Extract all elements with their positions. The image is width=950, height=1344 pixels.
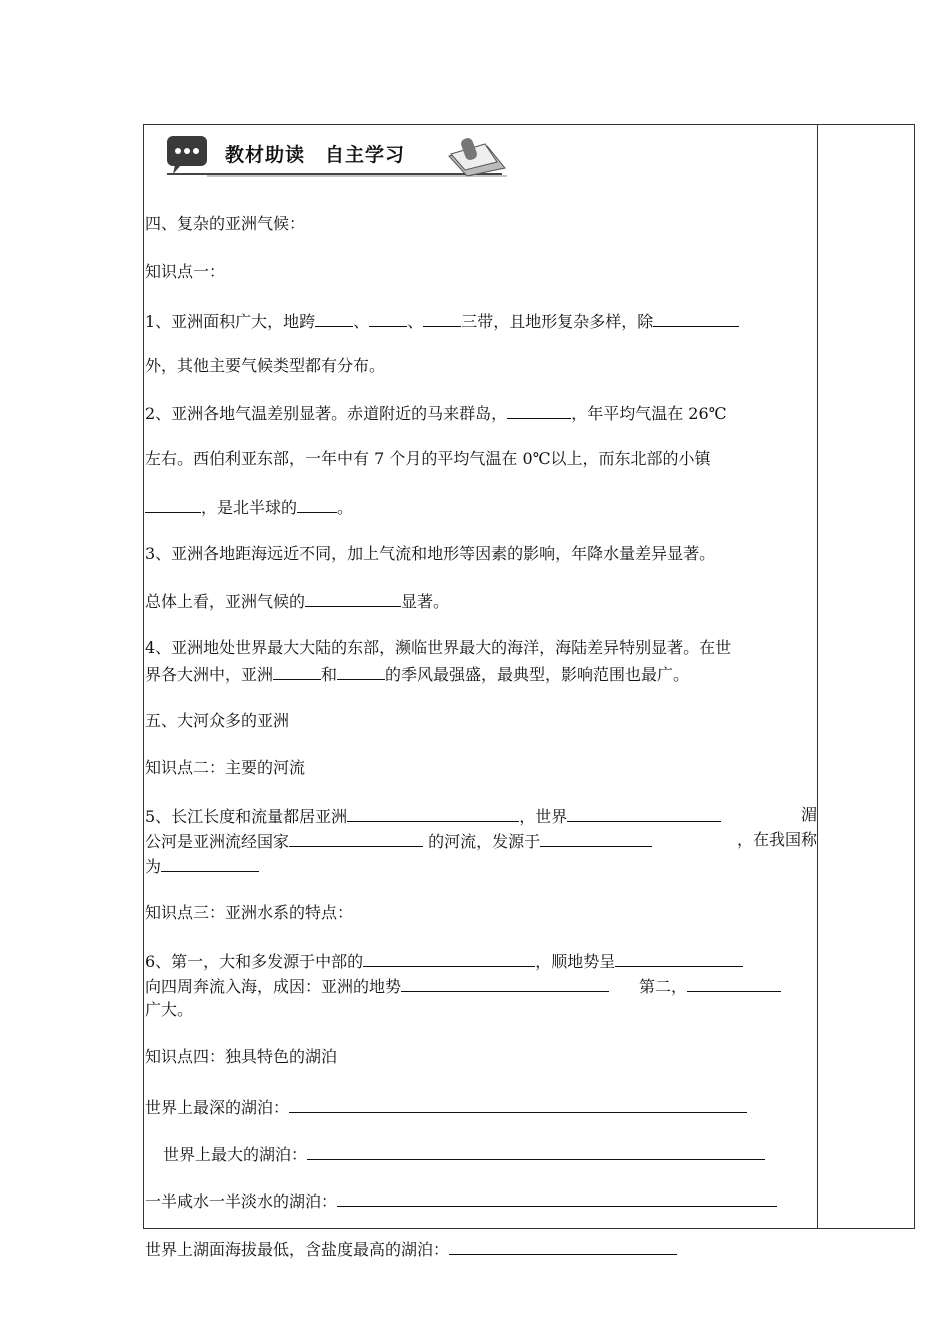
blank[interactable] bbox=[363, 948, 535, 967]
lake-question-2: 世界上最大的湖泊： bbox=[163, 1141, 765, 1167]
knowledge-point-3: 知识点三：亚洲水系的特点： bbox=[145, 903, 354, 922]
question-4-line-2: 界各大洲中，亚洲 和 的季风最强盛，最典型，影响范围也最广。 bbox=[145, 661, 689, 687]
column-divider bbox=[817, 124, 818, 1229]
section-4-title: 四、复杂的亚洲气候： bbox=[145, 214, 306, 233]
banner-title: 教材助读 自主学习 bbox=[225, 144, 406, 166]
knowledge-point-4: 知识点四：独具特色的湖泊 bbox=[145, 1047, 338, 1066]
question-2-line-3: ，是北半球的 。 bbox=[145, 494, 353, 520]
question-4-line-1: 4、亚洲地处世界最大大陆的东部，濒临世界最大的海洋，海陆差异特别显著。在世 bbox=[145, 638, 732, 657]
blank[interactable] bbox=[540, 828, 652, 847]
blank[interactable] bbox=[307, 1141, 765, 1160]
blank[interactable] bbox=[161, 853, 259, 872]
section-5-title: 五、大河众多的亚洲 bbox=[145, 711, 290, 730]
question-5-line-2: 公河是亚洲流经国家 的河流，发源于 ，在我国称 bbox=[145, 830, 817, 851]
lake-question-4: 世界上湖面海拔最低，含盐度最高的湖泊： bbox=[145, 1236, 677, 1262]
question-5-line-3: 为 bbox=[145, 853, 259, 879]
blank[interactable] bbox=[305, 588, 401, 607]
blank[interactable] bbox=[615, 948, 743, 967]
blank[interactable] bbox=[507, 400, 571, 419]
blank[interactable] bbox=[273, 661, 321, 680]
blank[interactable] bbox=[337, 661, 385, 680]
blank[interactable] bbox=[401, 973, 609, 992]
blank[interactable] bbox=[337, 1188, 777, 1207]
question-3-line-2: 总体上看，亚洲气候的 显著。 bbox=[145, 588, 449, 614]
blank[interactable] bbox=[687, 973, 781, 992]
knowledge-point-1: 知识点一： bbox=[145, 262, 226, 281]
blank[interactable] bbox=[653, 308, 739, 327]
question-6-line-2: 向四周奔流入海，成因：亚洲的地势 第二， bbox=[145, 973, 817, 999]
question-2-line-2: 左右。西伯利亚东部，一年中有 7 个月的平均气温在 0℃以上，而东北部的小镇 bbox=[145, 449, 711, 468]
blank[interactable] bbox=[449, 1236, 677, 1255]
blank[interactable] bbox=[315, 308, 353, 327]
blank[interactable] bbox=[289, 828, 423, 847]
question-2-line-1: 2、亚洲各地气温差别显著。赤道附近的马来群岛， ，年平均气温在 26℃ bbox=[145, 400, 727, 426]
blank[interactable] bbox=[297, 494, 337, 513]
blank[interactable] bbox=[145, 494, 201, 513]
blank[interactable] bbox=[423, 308, 461, 327]
blank[interactable] bbox=[567, 803, 721, 822]
lake-question-3: 一半咸水一半淡水的湖泊： bbox=[145, 1188, 777, 1214]
question-6-line-3: 广大。 bbox=[145, 1000, 194, 1019]
question-6-line-1: 6、第一，大和多发源于中部的 ，顺地势呈 bbox=[145, 948, 817, 974]
book-icon bbox=[449, 137, 505, 176]
question-5-line-1: 5、长江长度和流量都居亚洲 ，世界 湄 bbox=[145, 805, 817, 826]
section-banner bbox=[167, 134, 512, 178]
blank[interactable] bbox=[289, 1094, 747, 1113]
question-3-line-1: 3、亚洲各地距海远近不同，加上气流和地形等因素的影响，年降水量差异显著。 bbox=[145, 544, 716, 563]
knowledge-point-2: 知识点二：主要的河流 bbox=[145, 758, 306, 777]
question-1-line-1: 1、亚洲面积广大，地跨 、 、 三带，且地形复杂多样，除 bbox=[145, 308, 739, 334]
blank[interactable] bbox=[369, 308, 407, 327]
question-1-line-2: 外，其他主要气候类型都有分布。 bbox=[145, 356, 386, 375]
lake-question-1: 世界上最深的湖泊： bbox=[145, 1094, 747, 1120]
blank[interactable] bbox=[347, 803, 519, 822]
